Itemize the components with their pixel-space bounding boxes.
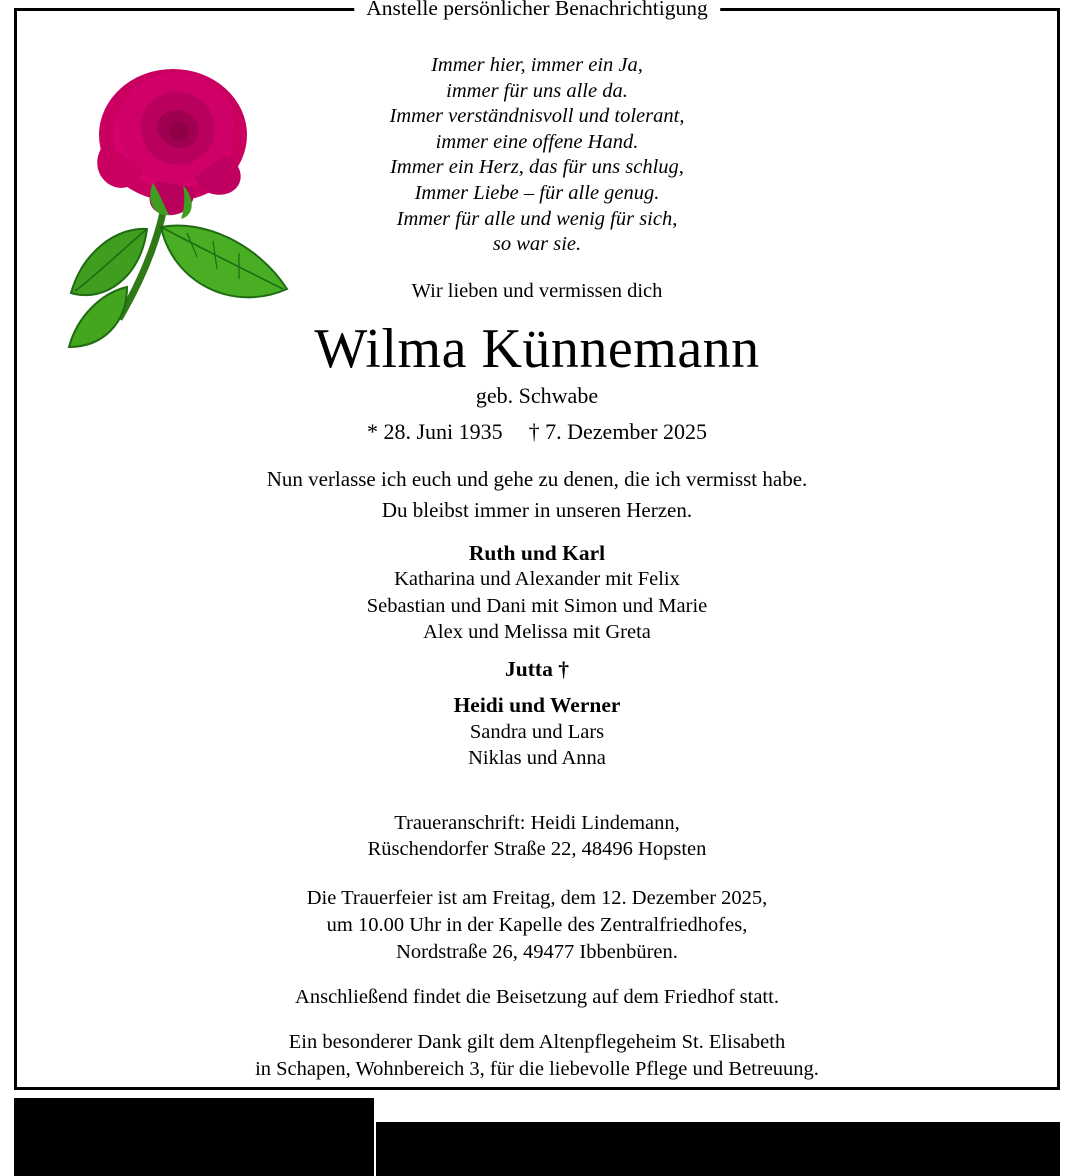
poem-line: immer für uns alle da. bbox=[446, 79, 628, 102]
family-line: Sandra und Lars bbox=[469, 720, 605, 743]
family-line: Heidi und Werner bbox=[453, 693, 621, 718]
ceremony-line: Die Trauerfeier ist am Freitag, dem 12. Dezember 2025, bbox=[306, 886, 768, 909]
poem-line: so war sie. bbox=[492, 233, 582, 256]
family-line: Katharina und Alexander mit Felix bbox=[394, 568, 680, 591]
birth-date: * 28. Juni 1935 bbox=[366, 418, 503, 444]
header-caption: Anstelle persönlicher Benachrichtigung bbox=[354, 0, 720, 20]
obituary-notice bbox=[14, 0, 1060, 1090]
family-line: Sebastian und Dani mit Simon und Marie bbox=[366, 594, 708, 617]
death-date: † 7. Dezember 2025 bbox=[528, 418, 708, 444]
thanks-line: in Schapen, Wohnbereich 3, für die liebevolle Pflege und Betreuung. bbox=[255, 1057, 819, 1080]
family-spacer bbox=[17, 682, 1057, 692]
family-line: Niklas und Anna bbox=[468, 747, 606, 770]
deceased-name: Wilma Künnemann bbox=[314, 317, 760, 380]
family-line: Ruth und Karl bbox=[468, 540, 606, 565]
poem-line: Immer verständnisvoll und tolerant, bbox=[389, 105, 685, 128]
mourning-address bbox=[17, 810, 1057, 863]
family-spacer bbox=[17, 646, 1057, 656]
ceremony-line: um 10.00 Uhr in der Kapelle des Zentralfriedhofes, bbox=[326, 913, 748, 936]
verse-line: Du bleibst immer in unseren Herzen. bbox=[381, 497, 693, 522]
poem-line: immer eine offene Hand. bbox=[435, 130, 639, 153]
address-line: Rüschendorfer Straße 22, 48496 Hopsten bbox=[367, 838, 707, 861]
poem-line: Immer hier, immer ein Ja, bbox=[431, 54, 643, 76]
bottom-bar-right bbox=[376, 1122, 1060, 1176]
thanks-note bbox=[17, 1029, 1057, 1083]
life-dates bbox=[17, 418, 1057, 446]
poem-line: Immer für alle und wenig für sich, bbox=[396, 207, 678, 230]
ceremony-details bbox=[17, 885, 1057, 966]
verse bbox=[17, 464, 1057, 526]
maiden-name: geb. Schwabe bbox=[475, 382, 599, 408]
love-line: Wir lieben und vermissen dich bbox=[411, 279, 663, 302]
family-list bbox=[17, 540, 1057, 772]
ceremony-line: Nordstraße 26, 49477 Ibbenbüren. bbox=[396, 940, 678, 963]
rose-icon bbox=[57, 51, 317, 351]
family-line: Jutta † bbox=[505, 656, 569, 681]
address-line: Traueranschrift: Heidi Lindemann, bbox=[394, 811, 680, 834]
thanks-line: Ein besonderer Dank gilt dem Altenpflegeheim St. Elisabeth bbox=[288, 1030, 786, 1053]
burial-note: Anschließend findet die Beisetzung auf dem Friedhof statt. bbox=[295, 985, 779, 1008]
poem-line: Immer ein Herz, das für uns schlug, bbox=[390, 156, 684, 179]
family-line: Alex und Melissa mit Greta bbox=[423, 621, 651, 644]
poem-line: Immer Liebe – für alle genug. bbox=[414, 181, 660, 204]
verse-line: Nun verlasse ich euch und gehe zu denen, die ich vermisst habe. bbox=[266, 466, 808, 491]
bottom-bar-left bbox=[14, 1098, 374, 1176]
